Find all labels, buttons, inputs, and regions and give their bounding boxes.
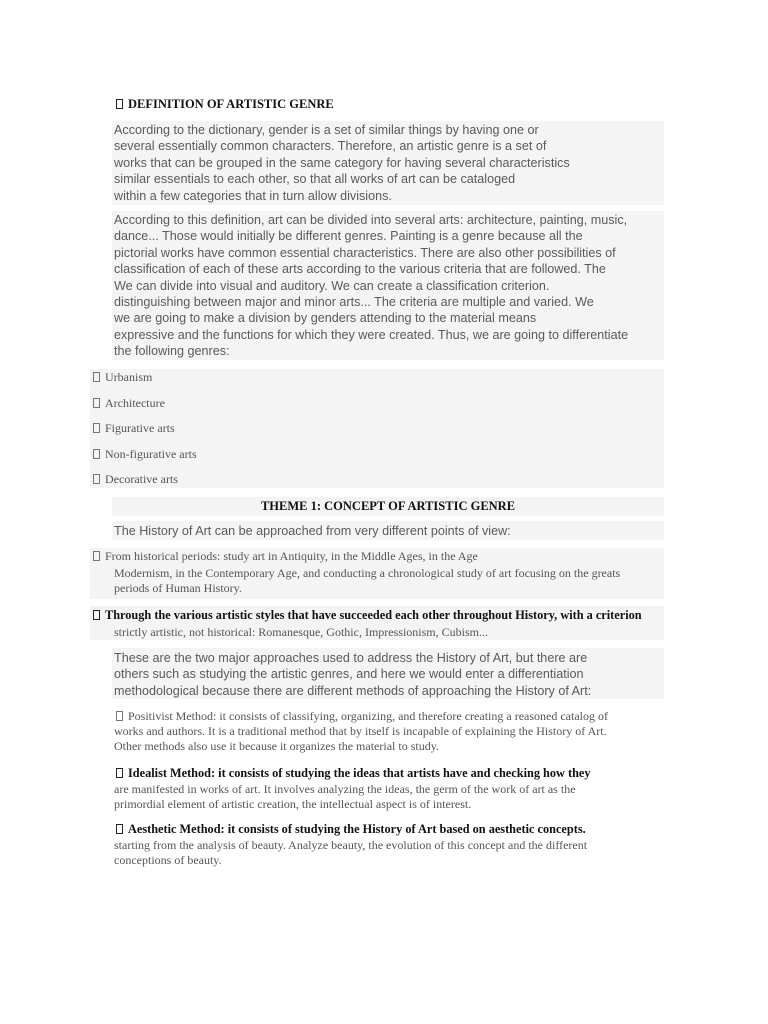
bullet-icon xyxy=(93,423,100,433)
text-line: starting from the analysis of beauty. Analyze beauty, the evolution of this concept and the different xyxy=(114,838,588,852)
theme-heading: THEME 1: CONCEPT OF ARTISTIC GENRE xyxy=(260,499,516,513)
text-line: The History of Art can be approached from very different points of view: xyxy=(114,524,511,538)
text-line: methodological because there are different methods of approaching the History of Art: xyxy=(114,683,592,698)
text-line: within a few categories that in turn allow divisions. xyxy=(114,188,392,203)
bullet-icon xyxy=(93,372,100,382)
text-line: works that can be grouped in the same category for having several characteristics xyxy=(114,155,570,170)
section-heading-definition xyxy=(116,96,334,112)
text-line: Other methods also use it because it organizes the material to study. xyxy=(114,738,439,753)
method-aesthetic-rest xyxy=(114,838,587,868)
genre-item-figurative-arts xyxy=(93,421,175,436)
text-line: strictly artistic, not historical: Romanesque, Gothic, Impressionism, Cubism... xyxy=(114,625,488,639)
text-line xyxy=(114,709,608,724)
genre-label: Decorative arts xyxy=(105,472,178,486)
bullet-icon xyxy=(93,610,100,620)
text-line: pictorial works have common essential characteristics. There are also other possibilities of xyxy=(114,245,616,260)
definition-paragraph-1 xyxy=(114,122,570,204)
theme-intro xyxy=(114,523,511,539)
text-line: According to this definition, art can be divided into several arts: architecture, painting, music, xyxy=(114,213,628,227)
method-positivist xyxy=(114,709,608,753)
text-line: works and authors. It is a traditional method that by itself is incapable of explaining the History of Art. xyxy=(114,723,607,738)
text-line xyxy=(93,549,620,564)
text-line: According to the dictionary, gender is a set of similar things by having one or xyxy=(114,123,539,137)
bullet-icon xyxy=(116,711,123,721)
text-line: Modernism, in the Contemporary Age, and conducting a chronological study of art focusing on the greats xyxy=(114,565,621,580)
approach-historical-periods xyxy=(93,549,620,595)
method-bold-text: Aesthetic Method: it consists of studying the History of Art based on aesthetic concepts. xyxy=(128,822,586,836)
text-line: we are going to make a division by genders attending to the material means xyxy=(114,311,537,326)
genre-item-decorative-arts xyxy=(93,472,178,487)
genre-label: Figurative arts xyxy=(105,421,175,435)
bullet-icon xyxy=(93,551,100,561)
text-line: We can divide into visual and auditory. We can create a classification criterion. xyxy=(114,278,550,293)
genre-item-urbanism xyxy=(93,370,152,385)
bullet-icon xyxy=(93,398,100,408)
approach-bold-text: Through the various artistic styles that have succeeded each other throughout History, with a criterion xyxy=(105,608,642,622)
text-line: dance... Those would initially be different genres. Painting is a genre because all the xyxy=(114,229,583,244)
text-line: similar essentials to each other, so that all works of art can be cataloged xyxy=(114,172,516,187)
definition-paragraph-2 xyxy=(114,212,628,360)
text-line: primordial element of artistic creation, the intellectual aspect is of interest. xyxy=(114,796,472,811)
bullet-icon xyxy=(93,474,100,484)
bullet-icon xyxy=(116,99,123,109)
text-line: several essentially common characters. Therefore, an artistic genre is a set of xyxy=(114,139,547,154)
genre-label: Non-figurative arts xyxy=(105,447,197,461)
genre-label: Architecture xyxy=(105,396,165,410)
method-idealist-heading xyxy=(116,765,591,781)
text-line: distinguishing between major and minor arts... The criteria are multiple and varied. We xyxy=(114,295,594,310)
genre-label: Urbanism xyxy=(105,370,153,384)
text-line: classification of each of these arts according to the various criteria that are followed. The xyxy=(114,262,606,277)
method-bold-text: Idealist Method: it consists of studying the ideas that artists have and checking how they xyxy=(128,766,591,780)
approach-first-line: From historical periods: study art in Antiquity, in the Middle Ages, in the Age xyxy=(105,549,478,563)
text-line: others such as studying the artistic genres, and here we would enter a differentiation xyxy=(114,667,584,682)
text-line: These are the two major approaches used to address the History of Art, but there are xyxy=(114,651,588,665)
genre-item-non-figurative-arts xyxy=(93,447,197,462)
text-line: are manifested in works of art. It involves analyzing the ideas, the germ of the work of art as the xyxy=(114,782,576,796)
bullet-icon xyxy=(116,768,123,778)
method-aesthetic-heading xyxy=(116,821,586,837)
genre-list-box xyxy=(90,369,664,488)
text-line: periods of Human History. xyxy=(114,580,242,595)
method-idealist-rest xyxy=(114,782,576,812)
heading-text: DEFINITION OF ARTISTIC GENRE xyxy=(128,97,334,111)
text-line: the following genres: xyxy=(114,344,230,359)
text-line: expressive and the functions for which they were created. Thus, we are going to differentiate xyxy=(114,327,629,342)
genre-item-architecture xyxy=(93,396,165,411)
method-first-line: Positivist Method: it consists of classifying, organizing, and therefore creating a reasoned catalog of xyxy=(128,709,608,723)
bullet-icon xyxy=(93,449,100,459)
summary-paragraph xyxy=(114,650,591,699)
bullet-icon xyxy=(116,824,123,834)
approach-artistic-styles-rest xyxy=(114,625,488,640)
approach-artistic-styles-heading xyxy=(93,607,642,623)
text-line: conceptions of beauty. xyxy=(114,852,222,867)
